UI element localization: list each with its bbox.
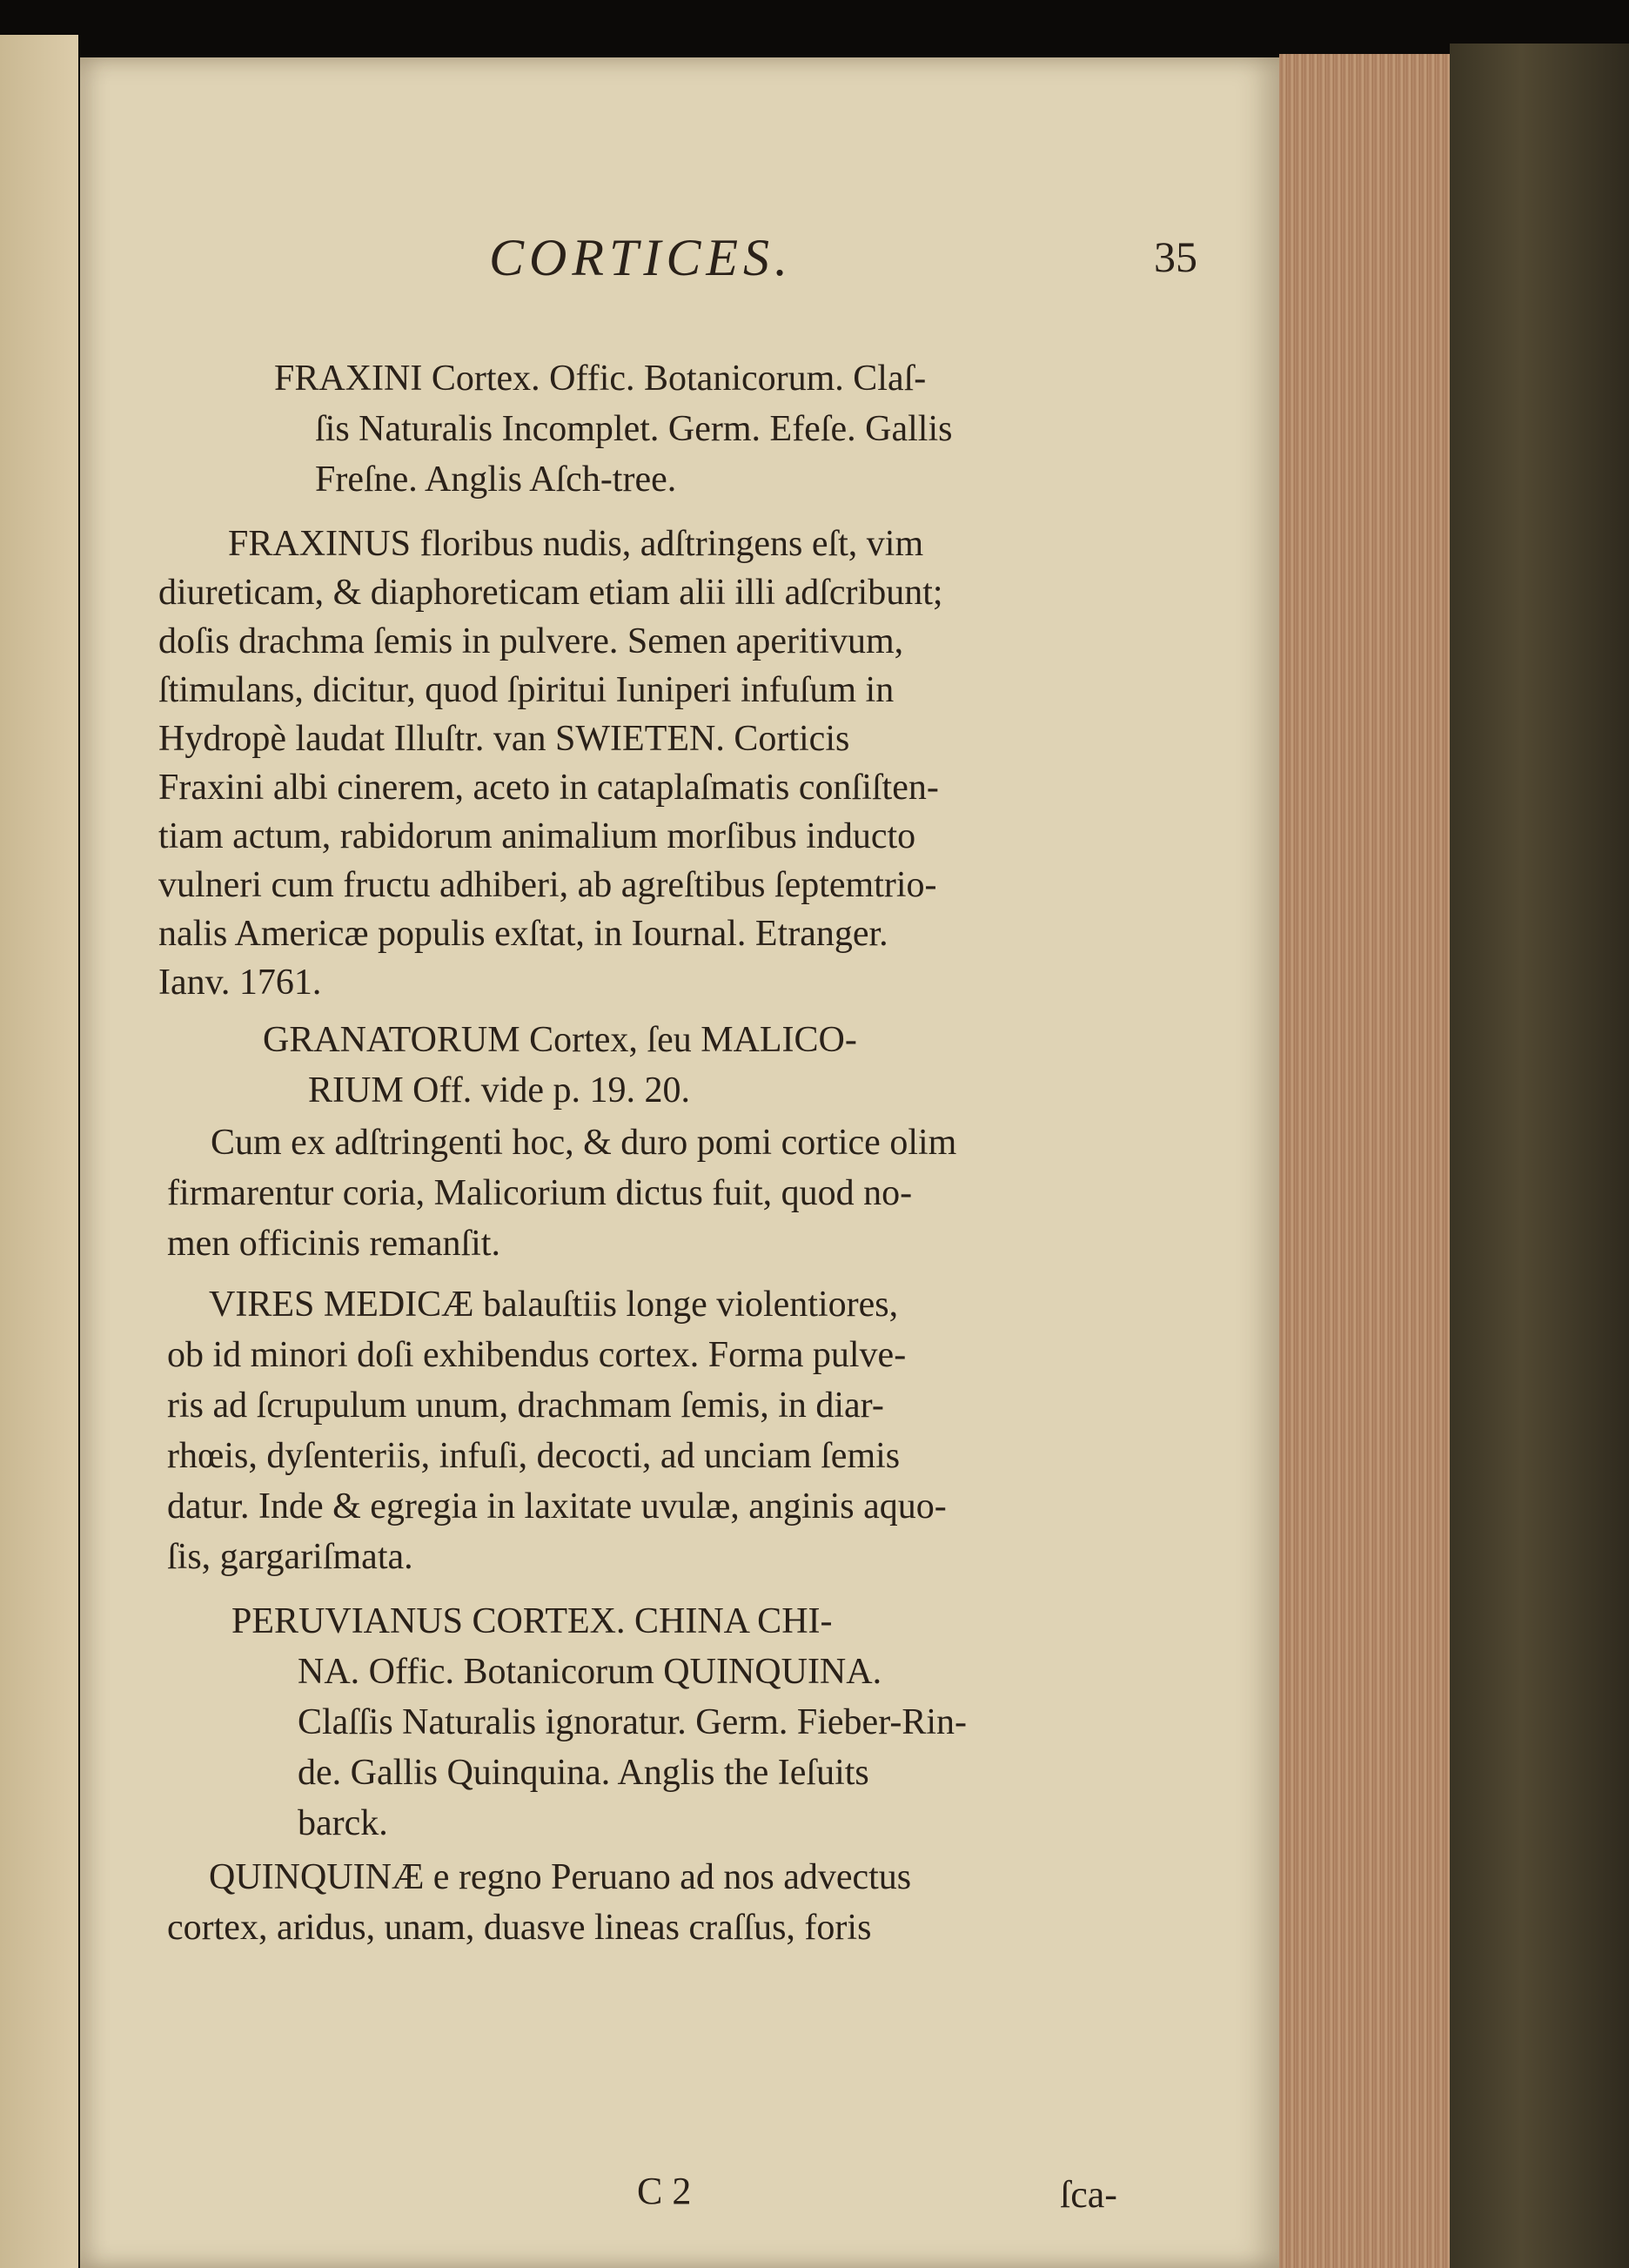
vires-line-3: ris ad ſcrupulum unum, drachmam ſemis, in diar-	[167, 1386, 884, 1426]
fraxinus-line-1: FRAXINUS floribus nudis, adſtringens eſt, vim	[228, 524, 924, 564]
catchword: ſca-	[1060, 2173, 1117, 2216]
vires-line-5: datur. Inde & egregia in laxitate uvulæ, anginis aquo-	[167, 1486, 947, 1527]
fraxinus-line-6: Fraxini albi cinerem, aceto in cataplaſmatis conſiſten-	[158, 768, 939, 808]
peruvianus-line-5: barck.	[298, 1803, 388, 1843]
fraxinus-line-7: tiam actum, rabidorum animalium morſibus inducto	[158, 816, 916, 856]
fraxinus-line-10: Ianv. 1761.	[158, 963, 322, 1003]
malicorium-line-2: firmarentur coria, Malicorium dictus fuit, quod no-	[167, 1173, 913, 1213]
running-title: CORTICES.	[489, 229, 794, 286]
fraxinus-line-4: ſtimulans, dicitur, quod ſpiritui Iuniperi infuſum in	[158, 670, 895, 710]
fraxinus-line-8: vulneri cum fructu adhiberi, ab agreſtibus ſeptemtrio-	[158, 865, 937, 905]
fraxinus-line-3: doſis drachma ſemis in pulvere. Semen aperitivum,	[158, 621, 904, 661]
quinquinae-line-1: QUINQUINÆ e regno Peruano ad nos advectus	[209, 1857, 912, 1897]
fraxinus-line-2: diureticam, & diaphoreticam etiam alii illi adſcribunt;	[158, 573, 943, 613]
signature-mark: C 2	[637, 2170, 692, 2212]
peruvianus-line-2: NA. Offic. Botanicorum QUINQUINA.	[298, 1652, 882, 1692]
fore-edge	[1279, 54, 1450, 2268]
page	[80, 57, 1279, 2268]
peruvianus-line-3: Claſſis Naturalis ignoratur. Germ. Fieber-Rin-	[298, 1702, 968, 1742]
page-number: 35	[1154, 232, 1197, 281]
left-page-edge	[0, 35, 78, 2268]
fraxini-line-3: Freſne. Anglis Aſch-tree.	[315, 460, 677, 500]
fraxini-line-1: FRAXINI Cortex. Offic. Botanicorum. Claſ-	[274, 359, 927, 399]
fraxinus-line-5: Hydropè laudat Illuſtr. van SWIETEN. Corticis	[158, 719, 850, 759]
fraxinus-line-9: nalis Americæ populis exſtat, in Iournal. Etranger.	[158, 914, 888, 954]
peruvianus-line-1: PERUVIANUS CORTEX. CHINA CHI-	[231, 1601, 833, 1641]
binding	[1450, 44, 1629, 2268]
vires-line-2: ob id minori doſi exhibendus cortex. Forma pulve-	[167, 1335, 907, 1375]
granatorum-line-1: GRANATORUM Cortex, ſeu MALICO-	[263, 1020, 857, 1060]
fraxini-line-2: ſis Naturalis Incomplet. Germ. Efeſe. Gallis	[315, 409, 953, 449]
granatorum-line-2: RIUM Off. vide p. 19. 20.	[308, 1070, 691, 1111]
malicorium-line-1: Cum ex adſtringenti hoc, & duro pomi cortice olim	[211, 1123, 957, 1163]
vires-line-4: rhœis, dyſenteriis, infuſi, decocti, ad unciam ſemis	[167, 1436, 901, 1476]
vires-line-6: ſis, gargariſmata.	[167, 1537, 413, 1577]
malicorium-line-3: men officinis remanſit.	[167, 1224, 500, 1264]
page-text	[80, 57, 1279, 2268]
vires-line-1: VIRES MEDICÆ balauſtiis longe violentiores,	[209, 1285, 899, 1325]
quinquinae-line-2: cortex, aridus, unam, duasve lineas craſſus, foris	[167, 1908, 872, 1948]
peruvianus-line-4: de. Gallis Quinquina. Anglis the Ieſuits	[298, 1753, 869, 1793]
